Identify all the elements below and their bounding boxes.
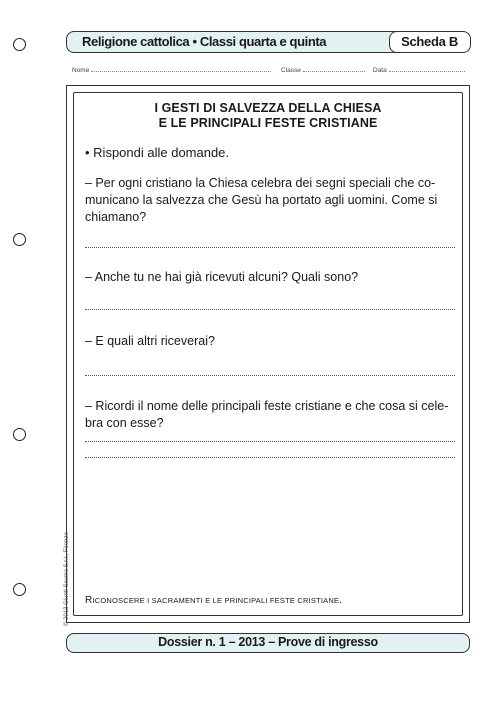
header-title: Religione cattolica • Classi quarta e quinta <box>82 34 327 49</box>
worksheet-title <box>74 101 462 131</box>
header-bar <box>66 31 470 53</box>
binder-hole <box>13 583 26 596</box>
name-line <box>91 66 271 72</box>
answer-line-4[interactable] <box>85 441 455 442</box>
title-line-1: I GESTI DI SALVEZZA DELLA CHIESA <box>154 101 382 115</box>
question-2 <box>85 269 457 286</box>
question-1 <box>85 175 457 226</box>
answer-line-1[interactable] <box>85 247 455 248</box>
objective-initial: R <box>85 595 93 606</box>
binder-hole <box>13 38 26 51</box>
answer-line-3[interactable] <box>85 375 455 376</box>
copyright-notice: © 2013 Giunti Scuola S.r.l., Firenze <box>64 532 70 626</box>
question-text: – Anche tu ne hai già ricevuti alcuni? Quali sono? <box>85 270 359 284</box>
objective-text: ICONOSCERE I SACRAMENTI E LE PRINCIPALI FESTE CRISTIANE <box>92 596 340 605</box>
instruction: • Rispondi alle domande. <box>85 145 230 160</box>
sheet-label: Scheda B <box>389 31 471 53</box>
footer-bar: Dossier n. 1 – 2013 – Prove di ingresso <box>66 633 470 653</box>
worksheet-frame <box>66 85 470 623</box>
date-field[interactable] <box>373 66 465 74</box>
question-text: – Ricordi il nome delle principali feste cristiane e che cosa si cele- bra con esse? <box>85 399 449 430</box>
binder-hole <box>13 428 26 441</box>
binder-hole <box>13 233 26 246</box>
question-text: – E quali altri riceverai? <box>85 334 215 348</box>
class-field[interactable] <box>281 66 365 74</box>
answer-line-5[interactable] <box>85 457 455 458</box>
date-line <box>389 66 465 72</box>
name-label: Nome <box>72 67 90 74</box>
title-line-2: E LE PRINCIPALI FESTE CRISTIANE <box>158 116 378 130</box>
name-field[interactable] <box>72 66 271 74</box>
objective-period: . <box>339 595 343 606</box>
question-4 <box>85 398 457 432</box>
learning-objective <box>85 595 342 606</box>
class-label: Classe <box>281 67 301 74</box>
worksheet-inner-frame <box>73 92 463 616</box>
class-line <box>303 66 365 72</box>
answer-line-2[interactable] <box>85 309 455 310</box>
question-3 <box>85 333 457 350</box>
date-label: Data <box>373 67 387 74</box>
question-text: – Per ogni cristiano la Chiesa celebra dei segni speciali che co- municano la salvezza che Gesù ha portato agli uomini. Come si chiamano? <box>85 176 438 224</box>
